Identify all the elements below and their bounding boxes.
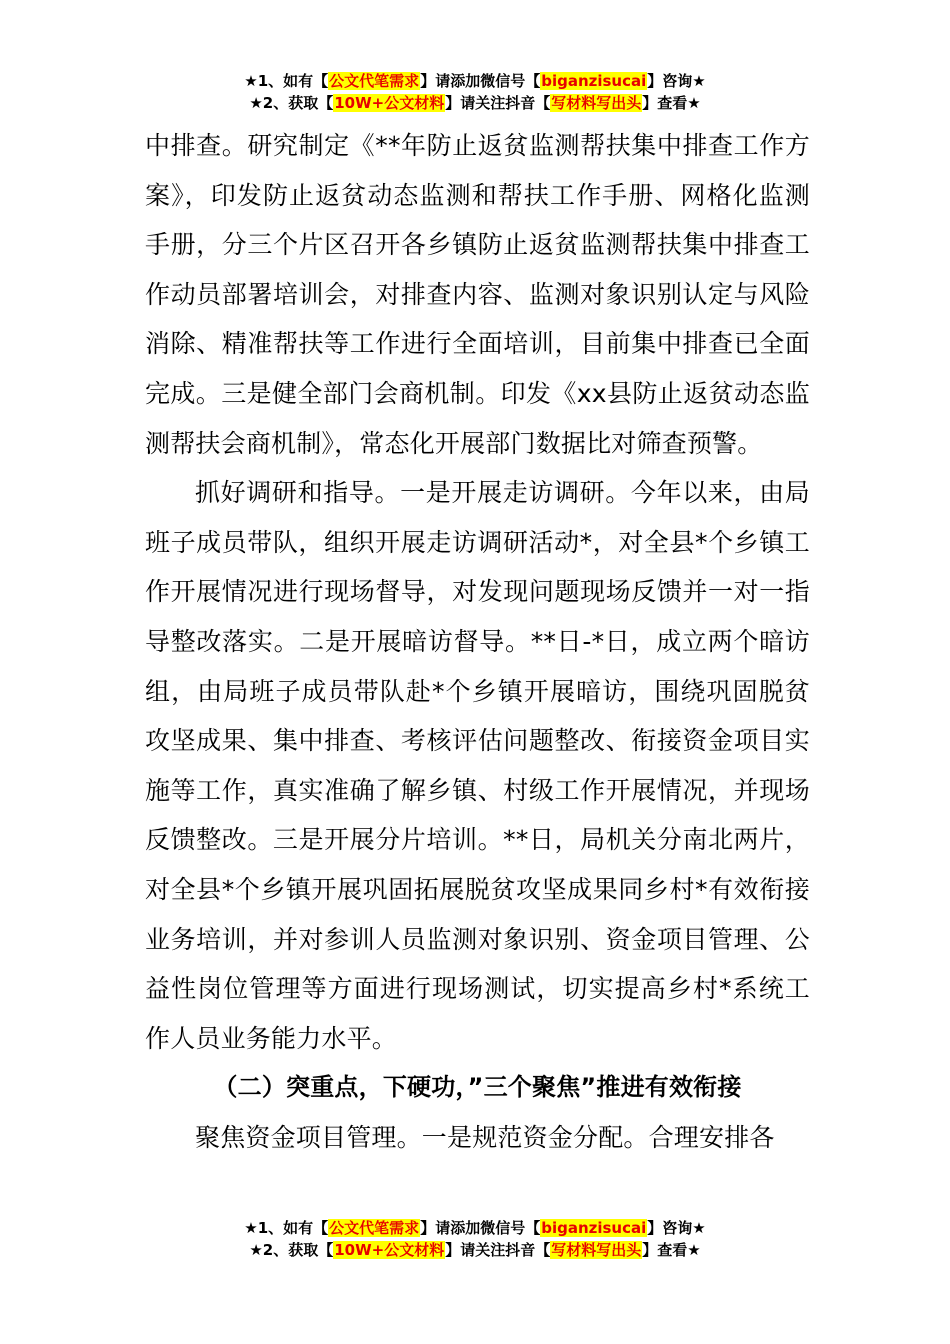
banner-text: 】查看★	[642, 1241, 701, 1259]
banner-highlight: 10W+公文材料	[334, 94, 445, 112]
banner-line-1	[0, 1217, 950, 1239]
banner-highlight: 10W+公文材料	[334, 1241, 445, 1259]
banner-line-1	[0, 70, 950, 92]
banner-line-2	[0, 92, 950, 114]
banner-text: ★1、如有【	[244, 1219, 329, 1237]
banner-text: ★2、获取【	[249, 1241, 334, 1259]
banner-text: 】咨询★	[647, 72, 706, 90]
banner-text: 】请关注抖音【	[445, 94, 551, 112]
banner-highlight: 写材料写出头	[551, 94, 642, 112]
section-heading: （二）突重点，下硬功，”三个聚焦”推进有效衔接	[213, 1073, 742, 1102]
header-banner	[0, 70, 950, 114]
document-body	[145, 121, 810, 1162]
banner-highlight: 公文代笔需求	[329, 1219, 420, 1237]
banner-highlight: 写材料写出头	[551, 1241, 642, 1259]
banner-highlight: biganzisucai	[541, 1219, 647, 1237]
banner-highlight: 公文代笔需求	[329, 72, 420, 90]
banner-text: ★1、如有【	[244, 72, 329, 90]
banner-line-2	[0, 1239, 950, 1261]
banner-text: 】请添加微信号【	[420, 1219, 541, 1237]
banner-highlight: biganzisucai	[541, 72, 647, 90]
banner-text: 】请添加微信号【	[420, 72, 541, 90]
paragraph-research-guidance: 抓好调研和指导。一是开展走访调研。今年以来，由局班子成员带队，组织开展走访调研活动*，对全县*个乡镇工作开展情况进行现场督导，对发现问题现场反馈并一对一指导整改落实。二是开展暗访督导。**日-*日，成立两个暗访组，由局班子成员带队赴*个乡镇开展暗访，围绕巩固脱贫攻坚成果、集中排查、考核评估问题整改、衔接资金项目实施等工作，真实准确了解乡镇、村级工作开展情况，并现场反馈整改。三是开展分片培训。**日，局机关分南北两片，对全县*个乡镇开展巩固拓展脱贫攻坚成果同乡村*有效衔接业务培训，并对参训人员监测对象识别、资金项目管理、公益性岗位管理等方面进行现场测试，切实提高乡村*系统工作人员业务能力水平。	[145, 478, 810, 1053]
banner-text: 】请关注抖音【	[445, 1241, 551, 1259]
paragraph-funding: 聚焦资金项目管理。一是规范资金分配。合理安排各	[195, 1122, 775, 1152]
footer-banner	[0, 1217, 950, 1261]
banner-text: 】查看★	[642, 94, 701, 112]
banner-text: 】咨询★	[647, 1219, 706, 1237]
banner-text: ★2、获取【	[249, 94, 334, 112]
paragraph-continuation: 中排查。研究制定《**年防止返贫监测帮扶集中排查工作方案》，印发防止返贫动态监测和帮扶工作手册、网格化监测手册，分三个片区召开各乡镇防止返贫监测帮扶集中排查工作动员部署培训会，对排查内容、监测对象识别认定与风险消除、精准帮扶等工作进行全面培训，目前集中排查已全面完成。三是健全部门会商机制。印发《xx县防止返贫动态监测帮扶会商机制》，常态化开展部门数据比对筛查预警。	[145, 131, 810, 458]
